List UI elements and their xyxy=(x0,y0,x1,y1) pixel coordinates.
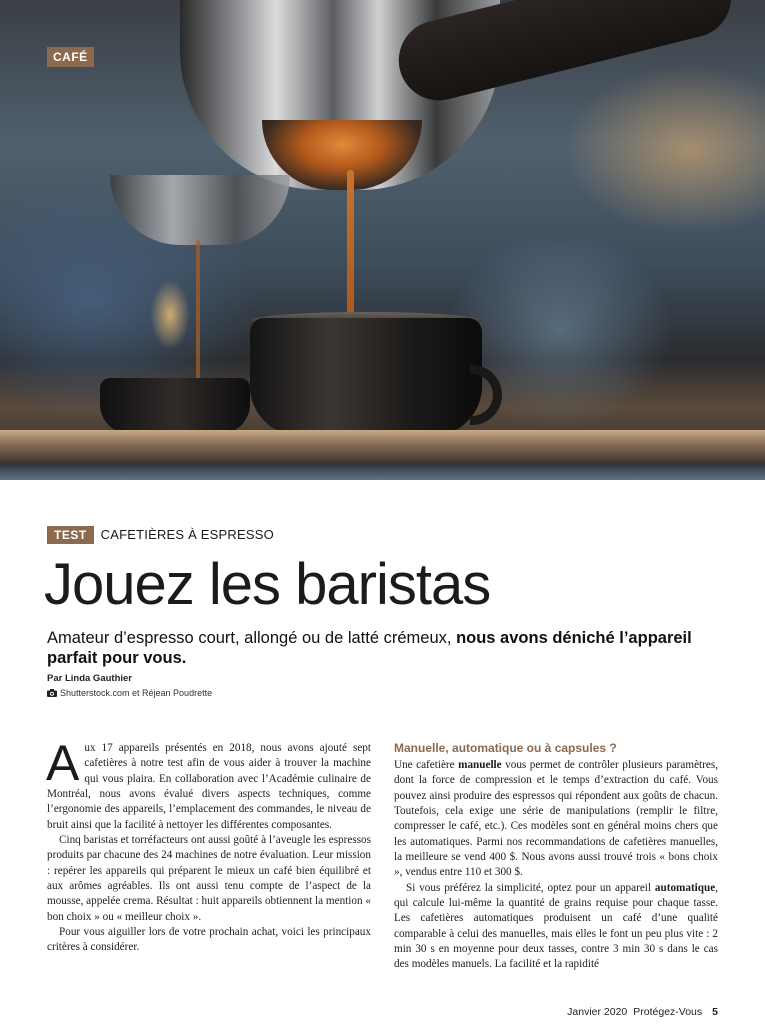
drop-cap: A xyxy=(46,735,80,791)
section-subhead: Manuelle, automatique ou à capsules ? xyxy=(394,741,617,755)
paragraph-automatic-c: , qui calcule lui-même la quantité de grains requise pour chaque tasse. Les cafetières automatiques produisent un café d’une qualité comparable à celui des manuelles, mais elles le font un peu plus vite : 2 min 30 s en moyenne pour deux tasses, contre 3 min 30 s dans le cas des modèles manuels. La facilité et la rapidité xyxy=(394,881,718,971)
photo-credit xyxy=(47,687,212,699)
hero-photo xyxy=(0,0,765,480)
paragraph-intro-text: ux 17 appareils présentés en 2018, nous avons ajouté sept cafetières à notre test afin de vous aider à trouver la machine qui vous plaira. En collaboration avec l’Académie culinaire de Montréal, nous avons évalué divers aspects techniques, comme l’ergonomie des appareils, l’emplacement des commandes, le niveau de bruit ainsi que la facilité à nettoyer les différentes composantes. xyxy=(47,742,371,831)
paragraph-tasting: Cinq baristas et torréfacteurs ont aussi goûté à l’aveugle les espressos produits par chacune des 24 machines de notre évaluation. Leur mission : repérer les appareils qui préparent le mieux un café bien équilibré et aux arômes agréables. Ils ont aussi tenu compte de l’aspect de la mousse, appelée crema. Résultat : huit appareils obtiennent la mention « bon choix » ou « meilleur choix ». xyxy=(47,834,371,923)
article-dek xyxy=(47,628,737,668)
paragraph-manual xyxy=(394,758,718,881)
espresso-stream xyxy=(347,170,354,320)
paragraph-automatic xyxy=(394,881,718,973)
paragraph-manual-c: vous permet de contrôler plusieurs paramètres, dont la force de compression et le temps d’extraction du café. Vous pouvez ainsi produire des espressos qui répondent aux goûts de chacun. Toutefois, cela exige une série de manipulations (remplir le filtre, compresser le café, etc.). Ces modèles sont en général moins chers que les automatiques. Parmi nos recommandations de cafetières manuelles, la meilleure se vend 400 $. Nous avons aussi trouvé trois « bons choix », vendus entre 110 et 300 $. xyxy=(394,759,718,879)
paragraph-manual-a: Une cafetière xyxy=(394,759,459,771)
article-title: Jouez les baristas xyxy=(44,552,491,617)
keyword-automatic: automatique xyxy=(654,881,716,894)
photo-credit-text: Shutterstock.com et Réjean Poudrette xyxy=(60,688,213,698)
espresso-stream-secondary xyxy=(196,240,200,380)
drip-tray xyxy=(0,430,765,464)
issue-date: Janvier 2020 xyxy=(567,1006,628,1018)
keyword-manual: manuelle xyxy=(458,759,502,771)
paragraph-intro xyxy=(46,735,371,833)
test-tag: TEST xyxy=(47,526,94,544)
espresso-cup-secondary xyxy=(100,378,250,434)
page-footer xyxy=(567,1006,718,1018)
body-column-right xyxy=(394,741,718,973)
paragraph-criteria: Pour vous aiguiller lors de votre prochain achat, voici les principaux critères à considérer. xyxy=(47,926,371,954)
paragraph-automatic-a: Si vous préférez la simplicité, optez pour un appareil xyxy=(406,881,655,894)
page-number: 5 xyxy=(712,1006,718,1018)
byline: Par Linda Gauthier xyxy=(47,673,132,684)
article-kicker xyxy=(47,526,274,544)
kicker-text: CAFETIÈRES À ESPRESSO xyxy=(100,527,274,542)
espresso-cup xyxy=(250,318,482,436)
body-column-left xyxy=(46,735,371,956)
camera-icon xyxy=(47,689,57,697)
magazine-name: Protégez-Vous xyxy=(633,1006,703,1018)
dek-bold: nous avons déniché l’appareil parfait pour vous. xyxy=(47,629,692,667)
section-rubric: CAFÉ xyxy=(47,47,94,67)
counter-edge xyxy=(0,464,765,480)
second-group-head xyxy=(110,175,290,245)
espresso-cup-handle xyxy=(470,365,502,425)
bokeh-light xyxy=(150,280,190,350)
dek-plain: Amateur d’espresso court, allongé ou de latté crémeux, xyxy=(47,629,457,647)
